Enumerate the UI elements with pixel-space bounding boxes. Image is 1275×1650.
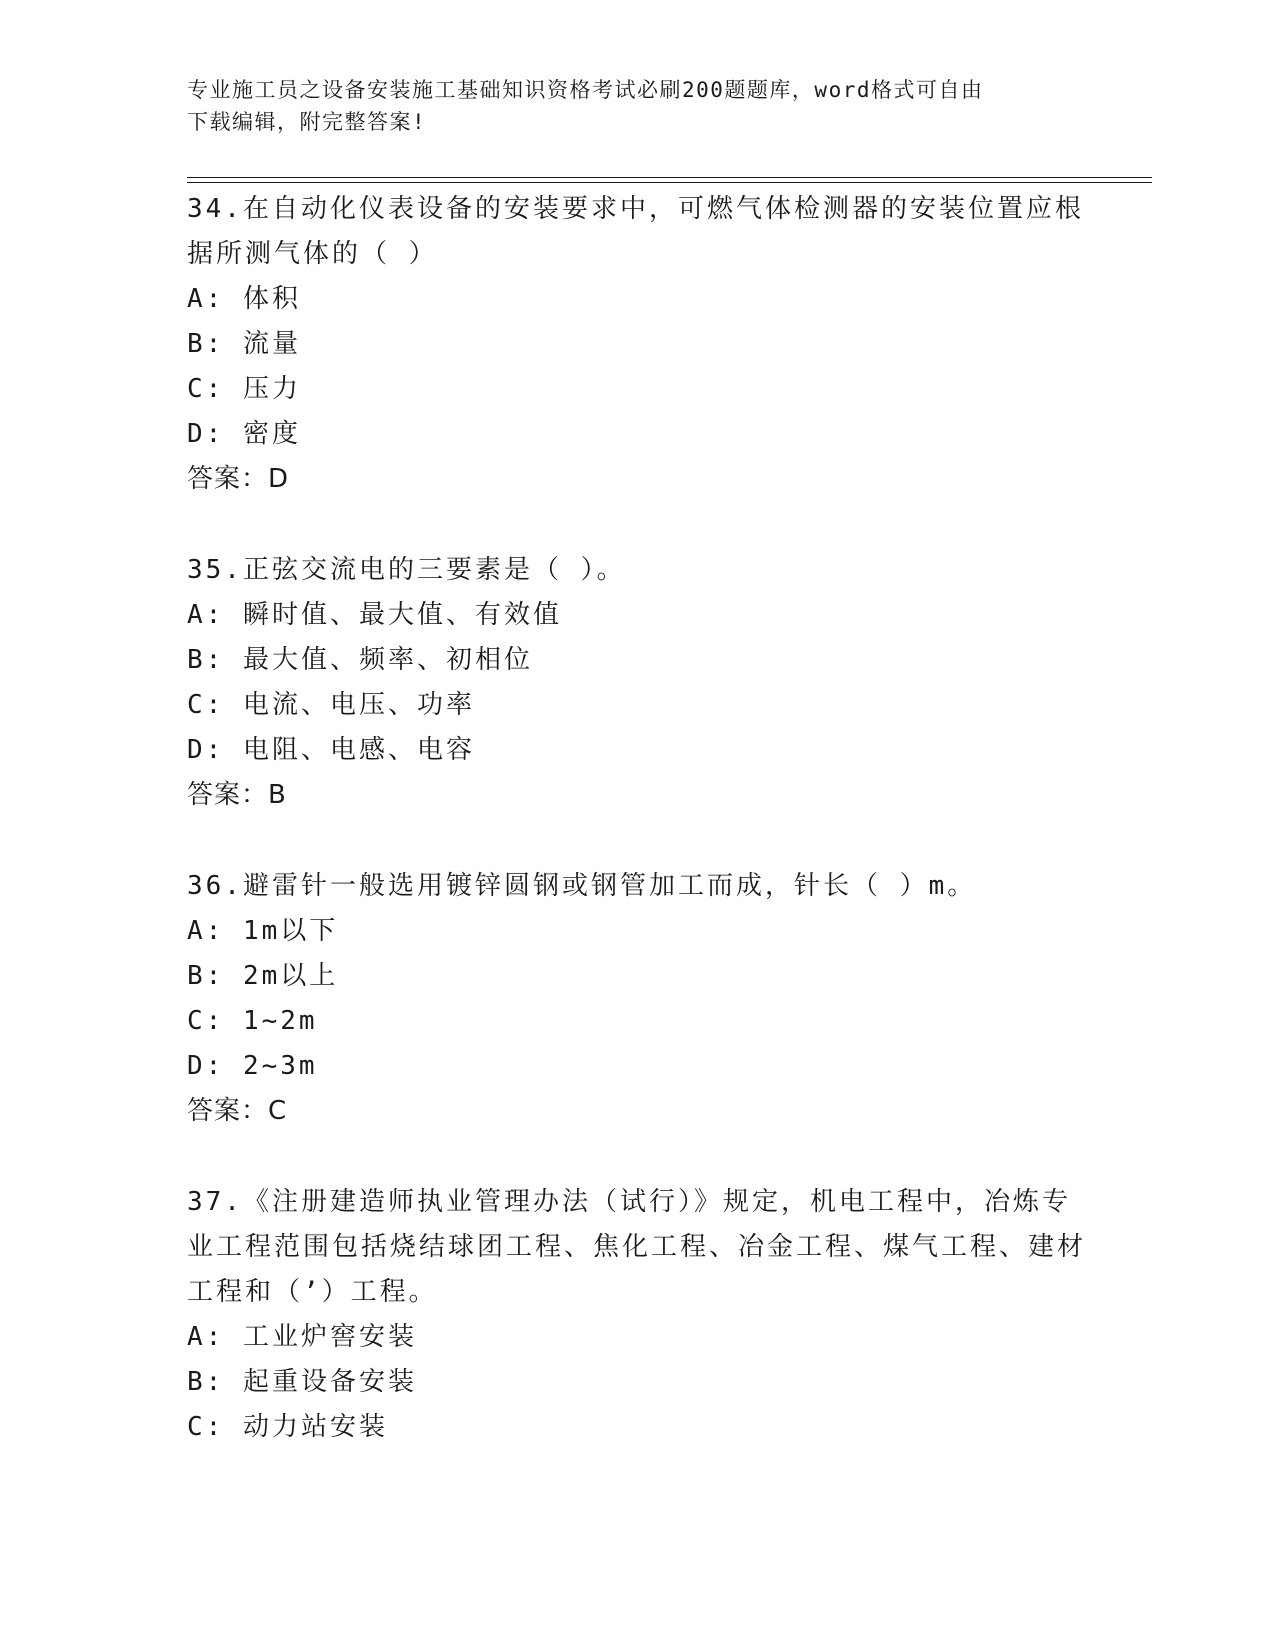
option-d: D: 2~3m [187, 1051, 318, 1081]
option-a: A: 1m以下 [187, 916, 339, 946]
option-b: B: 最大值、频率、初相位 [187, 645, 533, 675]
option-a: A: 工业炉窖安装 [187, 1322, 417, 1352]
header-line-1: 专业施工员之设备安装施工基础知识资格考试必刷200题题库，word格式可自由 [187, 78, 984, 102]
option-c: C: 电流、电压、功率 [187, 690, 475, 720]
option-a: A: 瞬时值、最大值、有效值 [187, 600, 562, 630]
question-36 [187, 864, 1087, 1134]
option-b: B: 起重设备安装 [187, 1367, 417, 1397]
question-34 [187, 187, 1087, 502]
header-line-2: 下载编辑，附完整答案! [187, 110, 427, 134]
option-b: B: 流量 [187, 329, 301, 359]
header-divider-bottom [187, 182, 1152, 183]
question-stem: 35.正弦交流电的三要素是（ ）。 [187, 555, 626, 585]
answer: 答案：C [187, 1096, 288, 1126]
question-35 [187, 548, 1087, 818]
answer: 答案：D [187, 464, 290, 494]
option-c: C: 压力 [187, 374, 301, 404]
option-d: D: 密度 [187, 419, 301, 449]
option-c: C: 1~2m [187, 1006, 318, 1036]
answer: 答案：B [187, 780, 287, 810]
header-divider-top [187, 177, 1152, 178]
option-d: D: 电阻、电感、电容 [187, 735, 475, 765]
option-c: C: 动力站安装 [187, 1412, 388, 1442]
question-stem: 34.在自动化仪表设备的安装要求中，可燃气体检测器的安装位置应根据所测气体的（ ） [187, 194, 1084, 269]
question-stem: 36.避雷针一般选用镀锌圆钢或钢管加工而成，针长（ ）m。 [187, 871, 977, 901]
document-header [187, 74, 1067, 138]
question-37 [187, 1180, 1087, 1450]
option-a: A: 体积 [187, 284, 301, 314]
option-b: B: 2m以上 [187, 961, 339, 991]
question-stem: 37.《注册建造师执业管理办法（试行）》规定，机电工程中，冶炼专业工程范围包括烧结球团工程、焦化工程、冶金工程、煤气工程、建材工程和（’）工程。 [187, 1187, 1087, 1307]
question-list [187, 187, 1087, 1496]
